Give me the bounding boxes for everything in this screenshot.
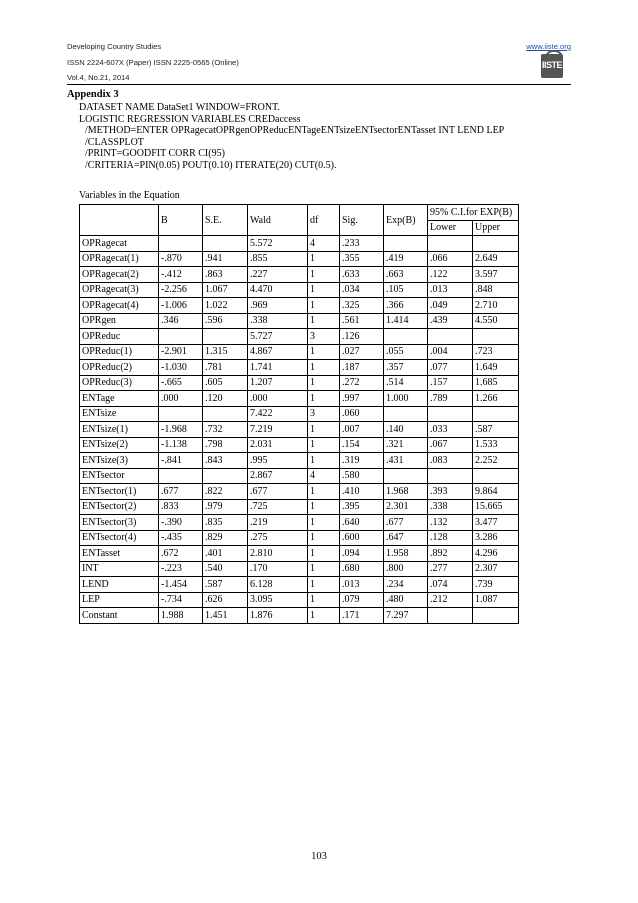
table-row — [80, 608, 519, 624]
journal-url-link[interactable]: www.iiste.org — [526, 42, 571, 51]
value-cell: .781 — [203, 360, 248, 376]
value-cell: 1 — [308, 530, 340, 546]
syntax-line: DATASET NAME DataSet1 WINDOW=FRONT. — [79, 102, 280, 113]
value-cell: 1.414 — [384, 313, 428, 329]
value-cell: .739 — [473, 577, 519, 593]
value-cell — [203, 329, 248, 345]
value-cell — [473, 468, 519, 484]
variable-name-cell: ENTsize — [80, 406, 159, 422]
value-cell: .640 — [340, 515, 384, 531]
value-cell: 1.968 — [384, 484, 428, 500]
value-cell: 2.307 — [473, 561, 519, 577]
value-cell — [473, 329, 519, 345]
value-cell: .000 — [159, 391, 203, 407]
value-cell: .346 — [159, 313, 203, 329]
value-cell: 6.128 — [248, 577, 308, 593]
value-cell — [384, 329, 428, 345]
value-cell: 2.252 — [473, 453, 519, 469]
value-cell: 1 — [308, 499, 340, 515]
value-cell: .227 — [248, 267, 308, 283]
value-cell: 1 — [308, 608, 340, 624]
value-cell: .277 — [428, 561, 473, 577]
value-cell: .077 — [428, 360, 473, 376]
value-cell: 1 — [308, 577, 340, 593]
value-cell: 1.685 — [473, 375, 519, 391]
value-cell: 2.031 — [248, 437, 308, 453]
value-cell — [203, 406, 248, 422]
value-cell — [473, 406, 519, 422]
value-cell: .275 — [248, 530, 308, 546]
value-cell: 7.219 — [248, 422, 308, 438]
appendix-title: Appendix 3 — [67, 89, 119, 100]
variable-name-cell: ENTsector(3) — [80, 515, 159, 531]
value-cell: -.870 — [159, 251, 203, 267]
value-cell: .941 — [203, 251, 248, 267]
value-cell: 15.665 — [473, 499, 519, 515]
value-cell — [384, 236, 428, 252]
header-cell: 95% C.I.for EXP(B) — [428, 205, 519, 221]
value-cell: 2.810 — [248, 546, 308, 562]
value-cell: .863 — [203, 267, 248, 283]
table-row — [80, 499, 519, 515]
value-cell: 1.876 — [248, 608, 308, 624]
table-row — [80, 282, 519, 298]
logo-text: IISTE — [541, 60, 562, 70]
value-cell: .007 — [340, 422, 384, 438]
value-cell — [428, 468, 473, 484]
variable-name-cell: ENTsector — [80, 468, 159, 484]
value-cell: .128 — [428, 530, 473, 546]
value-cell: .319 — [340, 453, 384, 469]
value-cell: .034 — [340, 282, 384, 298]
value-cell: -.435 — [159, 530, 203, 546]
table-row — [80, 515, 519, 531]
variable-name-cell: LEP — [80, 592, 159, 608]
value-cell — [159, 236, 203, 252]
value-cell — [428, 406, 473, 422]
table-row — [80, 484, 519, 500]
value-cell: .419 — [384, 251, 428, 267]
value-cell — [428, 236, 473, 252]
value-cell: .626 — [203, 592, 248, 608]
value-cell: .725 — [248, 499, 308, 515]
value-cell: 2.649 — [473, 251, 519, 267]
value-cell: .540 — [203, 561, 248, 577]
variable-name-cell: ENTsector(4) — [80, 530, 159, 546]
value-cell: .140 — [384, 422, 428, 438]
variable-name-cell: OPRagecat(2) — [80, 267, 159, 283]
value-cell: .561 — [340, 313, 384, 329]
table-row — [80, 561, 519, 577]
syntax-line: /CRITERIA=PIN(0.05) POUT(0.10) ITERATE(20) CUT(0.5). — [85, 159, 337, 171]
variable-name-cell: ENTasset — [80, 546, 159, 562]
value-cell: 4.470 — [248, 282, 308, 298]
variable-name-cell: OPRagecat(1) — [80, 251, 159, 267]
value-cell: .514 — [384, 375, 428, 391]
value-cell: .587 — [473, 422, 519, 438]
value-cell: 3.286 — [473, 530, 519, 546]
value-cell: .122 — [428, 267, 473, 283]
value-cell: 1.988 — [159, 608, 203, 624]
table-row — [80, 422, 519, 438]
value-cell: .855 — [248, 251, 308, 267]
value-cell — [428, 329, 473, 345]
table-row — [80, 267, 519, 283]
value-cell: 1.087 — [473, 592, 519, 608]
value-cell: -1.454 — [159, 577, 203, 593]
value-cell — [473, 236, 519, 252]
value-cell — [159, 468, 203, 484]
variable-name-cell: OPReduc — [80, 329, 159, 345]
value-cell: 2.301 — [384, 499, 428, 515]
table-row — [80, 391, 519, 407]
value-cell — [384, 406, 428, 422]
value-cell: .000 — [248, 391, 308, 407]
value-cell: .272 — [340, 375, 384, 391]
value-cell: .677 — [384, 515, 428, 531]
table-row — [80, 360, 519, 376]
value-cell: .366 — [384, 298, 428, 314]
table-row — [80, 298, 519, 314]
value-cell: .892 — [428, 546, 473, 562]
value-cell: .600 — [340, 530, 384, 546]
variable-name-cell: OPRgen — [80, 313, 159, 329]
value-cell: 1 — [308, 251, 340, 267]
variable-name-cell: OPReduc(2) — [80, 360, 159, 376]
value-cell: .395 — [340, 499, 384, 515]
value-cell: 2.867 — [248, 468, 308, 484]
value-cell: .355 — [340, 251, 384, 267]
header-cell: S.E. — [203, 205, 248, 236]
value-cell: .013 — [340, 577, 384, 593]
value-cell: .074 — [428, 577, 473, 593]
value-cell: .187 — [340, 360, 384, 376]
value-cell: .580 — [340, 468, 384, 484]
value-cell: 1 — [308, 515, 340, 531]
header-cell: B — [159, 205, 203, 236]
syntax-line: /CLASSPLOT — [85, 136, 144, 148]
value-cell: 1.022 — [203, 298, 248, 314]
syntax-block — [79, 102, 504, 172]
value-cell: .995 — [248, 453, 308, 469]
table-row — [80, 313, 519, 329]
value-cell: .067 — [428, 437, 473, 453]
value-cell: 1.207 — [248, 375, 308, 391]
value-cell: .079 — [340, 592, 384, 608]
header-cell — [80, 205, 159, 236]
value-cell: .410 — [340, 484, 384, 500]
value-cell: .848 — [473, 282, 519, 298]
header-cell: Wald — [248, 205, 308, 236]
variable-name-cell: OPRagecat(3) — [80, 282, 159, 298]
variable-name-cell: OPRagecat — [80, 236, 159, 252]
subheader-cell: Lower — [428, 220, 473, 236]
value-cell: 1 — [308, 344, 340, 360]
value-cell: .234 — [384, 577, 428, 593]
syntax-line: /METHOD=ENTER OPRagecatOPRgenOPReducENTageENTsizeENTsectorENTasset INT LEND LEP — [85, 125, 505, 137]
value-cell: 3 — [308, 329, 340, 345]
value-cell: 1 — [308, 561, 340, 577]
value-cell: .677 — [248, 484, 308, 500]
table-body — [80, 236, 519, 624]
value-cell: -1.138 — [159, 437, 203, 453]
variable-name-cell: ENTsector(2) — [80, 499, 159, 515]
value-cell: .835 — [203, 515, 248, 531]
value-cell: .393 — [428, 484, 473, 500]
value-cell: .004 — [428, 344, 473, 360]
variable-name-cell: ENTsector(1) — [80, 484, 159, 500]
table-row — [80, 236, 519, 252]
table-row — [80, 453, 519, 469]
value-cell: 1 — [308, 437, 340, 453]
value-cell: 3.095 — [248, 592, 308, 608]
value-cell: 1.533 — [473, 437, 519, 453]
variable-name-cell: OPRagecat(4) — [80, 298, 159, 314]
value-cell: -.390 — [159, 515, 203, 531]
variable-name-cell: Constant — [80, 608, 159, 624]
value-cell — [159, 329, 203, 345]
journal-name: Developing Country Studies — [67, 42, 162, 51]
value-cell: 1 — [308, 391, 340, 407]
value-cell: .154 — [340, 437, 384, 453]
value-cell: 1 — [308, 267, 340, 283]
journal-issn: ISSN 2224-607X (Paper) ISSN 2225-0565 (Online) — [67, 58, 239, 67]
value-cell: .401 — [203, 546, 248, 562]
value-cell: 7.297 — [384, 608, 428, 624]
value-cell: .233 — [340, 236, 384, 252]
value-cell: .997 — [340, 391, 384, 407]
value-cell: .480 — [384, 592, 428, 608]
value-cell: .321 — [384, 437, 428, 453]
value-cell: .647 — [384, 530, 428, 546]
table-row — [80, 375, 519, 391]
value-cell: -.665 — [159, 375, 203, 391]
variable-name-cell: ENTsize(3) — [80, 453, 159, 469]
value-cell: .431 — [384, 453, 428, 469]
header-cell: Sig. — [340, 205, 384, 236]
value-cell: .969 — [248, 298, 308, 314]
value-cell: .027 — [340, 344, 384, 360]
value-cell: 1 — [308, 546, 340, 562]
value-cell: 4.867 — [248, 344, 308, 360]
value-cell: 5.572 — [248, 236, 308, 252]
value-cell: 2.710 — [473, 298, 519, 314]
header-cell: Exp(B) — [384, 205, 428, 236]
variable-name-cell: LEND — [80, 577, 159, 593]
value-cell: .060 — [340, 406, 384, 422]
value-cell: 4 — [308, 236, 340, 252]
value-cell: 1 — [308, 592, 340, 608]
variable-name-cell: ENTsize(2) — [80, 437, 159, 453]
value-cell: 1 — [308, 360, 340, 376]
table-row — [80, 437, 519, 453]
table-row — [80, 251, 519, 267]
value-cell: -1.030 — [159, 360, 203, 376]
value-cell: -.223 — [159, 561, 203, 577]
value-cell: -2.901 — [159, 344, 203, 360]
value-cell: 5.727 — [248, 329, 308, 345]
table-row — [80, 592, 519, 608]
value-cell: 1.958 — [384, 546, 428, 562]
value-cell: .033 — [428, 422, 473, 438]
value-cell: .325 — [340, 298, 384, 314]
value-cell: .723 — [473, 344, 519, 360]
value-cell: .800 — [384, 561, 428, 577]
value-cell: .798 — [203, 437, 248, 453]
table-row — [80, 577, 519, 593]
value-cell: 3.477 — [473, 515, 519, 531]
value-cell: 1 — [308, 484, 340, 500]
value-cell: .171 — [340, 608, 384, 624]
value-cell: 1.451 — [203, 608, 248, 624]
variable-name-cell: INT — [80, 561, 159, 577]
value-cell: 1 — [308, 298, 340, 314]
value-cell: .013 — [428, 282, 473, 298]
value-cell: 1 — [308, 282, 340, 298]
value-cell: 1.649 — [473, 360, 519, 376]
table-row — [80, 546, 519, 562]
value-cell: .596 — [203, 313, 248, 329]
value-cell: .105 — [384, 282, 428, 298]
value-cell: -1.006 — [159, 298, 203, 314]
variable-name-cell: OPReduc(1) — [80, 344, 159, 360]
table-title: Variables in the Equation — [79, 190, 180, 201]
value-cell: .094 — [340, 546, 384, 562]
value-cell: .219 — [248, 515, 308, 531]
value-cell — [203, 236, 248, 252]
journal-volume: Vol.4, No.21, 2014 — [67, 73, 130, 82]
value-cell: .083 — [428, 453, 473, 469]
value-cell: -1.968 — [159, 422, 203, 438]
table-row — [80, 329, 519, 345]
value-cell: -.734 — [159, 592, 203, 608]
value-cell — [203, 468, 248, 484]
value-cell: 3 — [308, 406, 340, 422]
value-cell: .338 — [248, 313, 308, 329]
value-cell: 1 — [308, 453, 340, 469]
value-cell: 4.296 — [473, 546, 519, 562]
value-cell: 9.864 — [473, 484, 519, 500]
value-cell: .979 — [203, 499, 248, 515]
value-cell: .843 — [203, 453, 248, 469]
subheader-cell: Upper — [473, 220, 519, 236]
value-cell: 3.597 — [473, 267, 519, 283]
value-cell: .605 — [203, 375, 248, 391]
value-cell: .132 — [428, 515, 473, 531]
table-row — [80, 530, 519, 546]
value-cell: 4 — [308, 468, 340, 484]
value-cell: .822 — [203, 484, 248, 500]
value-cell: .672 — [159, 546, 203, 562]
value-cell: 1.741 — [248, 360, 308, 376]
value-cell: .357 — [384, 360, 428, 376]
value-cell: .732 — [203, 422, 248, 438]
header-rule — [67, 84, 571, 85]
value-cell — [473, 608, 519, 624]
value-cell: .049 — [428, 298, 473, 314]
value-cell: .677 — [159, 484, 203, 500]
value-cell: .439 — [428, 313, 473, 329]
value-cell: 1.000 — [384, 391, 428, 407]
value-cell: .833 — [159, 499, 203, 515]
variables-table — [79, 204, 519, 624]
value-cell: 1.067 — [203, 282, 248, 298]
table-row — [80, 468, 519, 484]
value-cell: .066 — [428, 251, 473, 267]
value-cell: .120 — [203, 391, 248, 407]
value-cell: 1 — [308, 313, 340, 329]
syntax-line: /PRINT=GOODFIT CORR CI(95) — [85, 148, 225, 160]
value-cell: .157 — [428, 375, 473, 391]
value-cell: .587 — [203, 577, 248, 593]
variable-name-cell: ENTage — [80, 391, 159, 407]
value-cell — [384, 468, 428, 484]
value-cell — [428, 608, 473, 624]
value-cell: .663 — [384, 267, 428, 283]
value-cell: -.412 — [159, 267, 203, 283]
value-cell: .338 — [428, 499, 473, 515]
value-cell: .789 — [428, 391, 473, 407]
variable-name-cell: OPReduc(3) — [80, 375, 159, 391]
value-cell: .170 — [248, 561, 308, 577]
value-cell — [159, 406, 203, 422]
value-cell: .829 — [203, 530, 248, 546]
value-cell: 4.550 — [473, 313, 519, 329]
header-cell: df — [308, 205, 340, 236]
syntax-line: LOGISTIC REGRESSION VARIABLES CREDaccess — [79, 113, 301, 125]
value-cell: .212 — [428, 592, 473, 608]
value-cell: .126 — [340, 329, 384, 345]
table-row — [80, 406, 519, 422]
value-cell: .633 — [340, 267, 384, 283]
value-cell: -.841 — [159, 453, 203, 469]
value-cell: -2.256 — [159, 282, 203, 298]
value-cell: 1 — [308, 422, 340, 438]
value-cell: .055 — [384, 344, 428, 360]
value-cell: 7.422 — [248, 406, 308, 422]
iiste-logo — [541, 54, 563, 78]
value-cell: 1 — [308, 375, 340, 391]
value-cell: 1.315 — [203, 344, 248, 360]
value-cell: 1.266 — [473, 391, 519, 407]
value-cell: .680 — [340, 561, 384, 577]
variable-name-cell: ENTsize(1) — [80, 422, 159, 438]
table-row — [80, 344, 519, 360]
page-number: 103 — [311, 851, 327, 862]
